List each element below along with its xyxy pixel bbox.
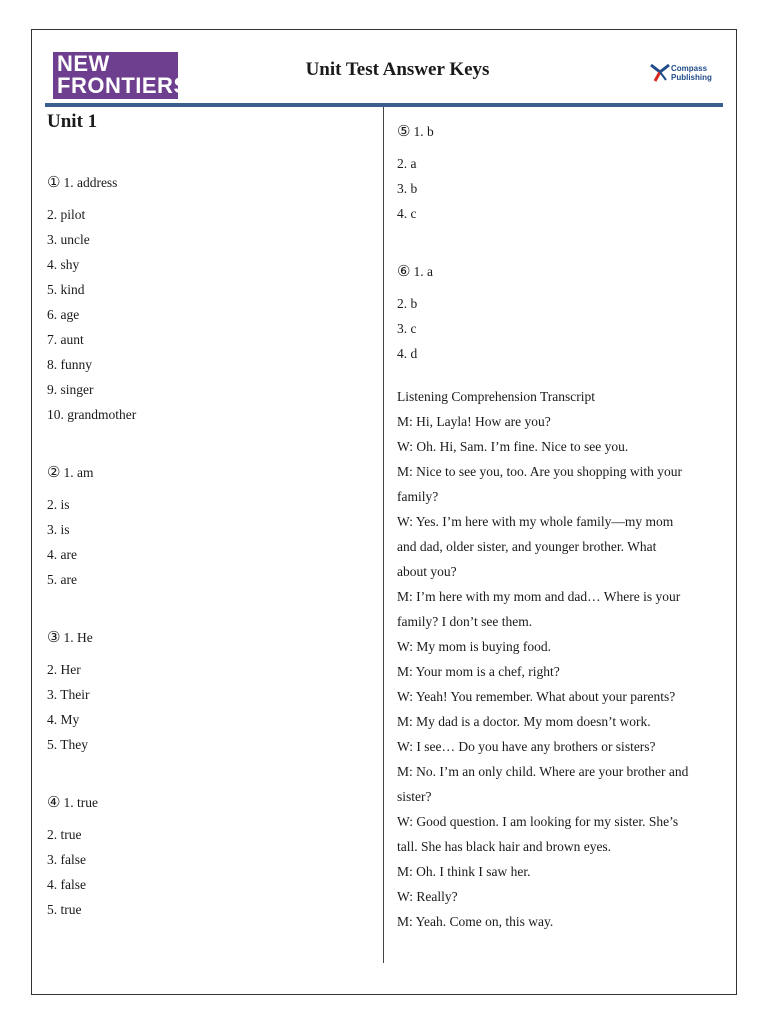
answer-item: 3. is <box>47 522 70 537</box>
transcript-line: M: No. I’m an only child. Where are your brother and <box>397 764 689 779</box>
header-rule <box>45 103 723 107</box>
answer-item: 4. c <box>397 206 417 221</box>
transcript-line: W: Oh. Hi, Sam. I’m fine. Nice to see you. <box>397 439 629 454</box>
publisher-line-2: Publishing <box>671 73 712 82</box>
answer-item: 2. a <box>397 156 417 171</box>
answer-item: ④ 1. true <box>47 793 98 811</box>
transcript-line: family? <box>397 489 439 504</box>
answer-item: 4. d <box>397 346 418 361</box>
answer-item: 3. Their <box>47 687 90 702</box>
answer-item: 4. false <box>47 877 86 892</box>
transcript-line: family? I don’t see them. <box>397 614 533 629</box>
document-title: Unit Test Answer Keys <box>305 59 490 80</box>
answer-item: 3. false <box>47 852 86 867</box>
section-marker: ② <box>47 463 61 481</box>
unit-title: Unit 1 <box>47 111 98 132</box>
answer-item: 2. is <box>47 497 70 512</box>
answer-item: 10. grandmother <box>47 407 137 422</box>
compass-publishing-logo <box>649 61 729 83</box>
answer-item: 9. singer <box>47 382 94 397</box>
transcript-line: M: I’m here with my mom and dad… Where is your <box>397 589 681 604</box>
section-marker: ① <box>47 173 61 191</box>
answer-item: 7. aunt <box>47 332 84 347</box>
transcript-heading: Listening Comprehension Transcript <box>397 389 595 404</box>
answer-item: 2. true <box>47 827 82 842</box>
left-column <box>47 170 367 922</box>
transcript-line: M: Your mom is a chef, right? <box>397 664 560 679</box>
transcript-line: M: My dad is a doctor. My mom doesn’t work. <box>397 714 651 729</box>
transcript-line: M: Yeah. Come on, this way. <box>397 914 554 929</box>
transcript-line: sister? <box>397 789 432 804</box>
transcript-line: W: Yes. I’m here with my whole family—my mom <box>397 514 674 529</box>
answer-item: 5. They <box>47 737 88 752</box>
answer-item: 8. funny <box>47 357 92 372</box>
answer-item: 2. pilot <box>47 207 86 222</box>
transcript-line: W: My mom is buying food. <box>397 639 551 654</box>
answer-item: 6. age <box>47 307 80 322</box>
transcript-line: M: Hi, Layla! How are you? <box>397 414 551 429</box>
column-divider <box>383 107 384 963</box>
answer-item: 3. uncle <box>47 232 90 247</box>
logo-line-1: NEW <box>57 51 110 76</box>
transcript-line: tall. She has black hair and brown eyes. <box>397 839 612 854</box>
answer-item: ① 1. address <box>47 173 118 191</box>
compass-star-icon <box>649 61 671 83</box>
answer-item: 4. shy <box>47 257 80 272</box>
answer-item: 2. b <box>397 296 418 311</box>
answer-item: ⑤ 1. b <box>397 122 434 140</box>
transcript-line: M: Oh. I think I saw her. <box>397 864 531 879</box>
publisher-line-1: Compass <box>671 64 708 73</box>
transcript-line: W: Really? <box>397 889 458 904</box>
transcript-line: and dad, older sister, and younger brother. What <box>397 539 657 554</box>
transcript-line: W: Good question. I am looking for my sister. She’s <box>397 814 679 829</box>
section-marker: ⑤ <box>397 122 411 140</box>
transcript-line: W: Yeah! You remember. What about your parents? <box>397 689 676 704</box>
answer-item: 4. My <box>47 712 80 727</box>
section-marker: ④ <box>47 793 61 811</box>
new-frontiers-logo <box>53 51 189 99</box>
transcript-line: about you? <box>397 564 457 579</box>
transcript-line: W: I see… Do you have any brothers or sisters? <box>397 739 656 754</box>
answer-item: 3. c <box>397 321 417 336</box>
transcript-line: M: Nice to see you, too. Are you shopping with your <box>397 464 682 479</box>
answer-item: 5. kind <box>47 282 85 297</box>
section-marker: ③ <box>47 628 61 646</box>
answer-item: 4. are <box>47 547 77 562</box>
answer-item: 3. b <box>397 181 418 196</box>
answer-item: 5. are <box>47 572 77 587</box>
section-marker: ⑥ <box>397 262 411 280</box>
answer-item: 2. Her <box>47 662 81 677</box>
logo-line-2: FRONTIERS <box>57 73 189 98</box>
answer-item: 5. true <box>47 902 82 917</box>
answer-item: ⑥ 1. a <box>397 262 433 280</box>
answer-item: ② 1. am <box>47 463 94 481</box>
right-column <box>397 119 727 934</box>
answer-item: ③ 1. He <box>47 628 93 646</box>
